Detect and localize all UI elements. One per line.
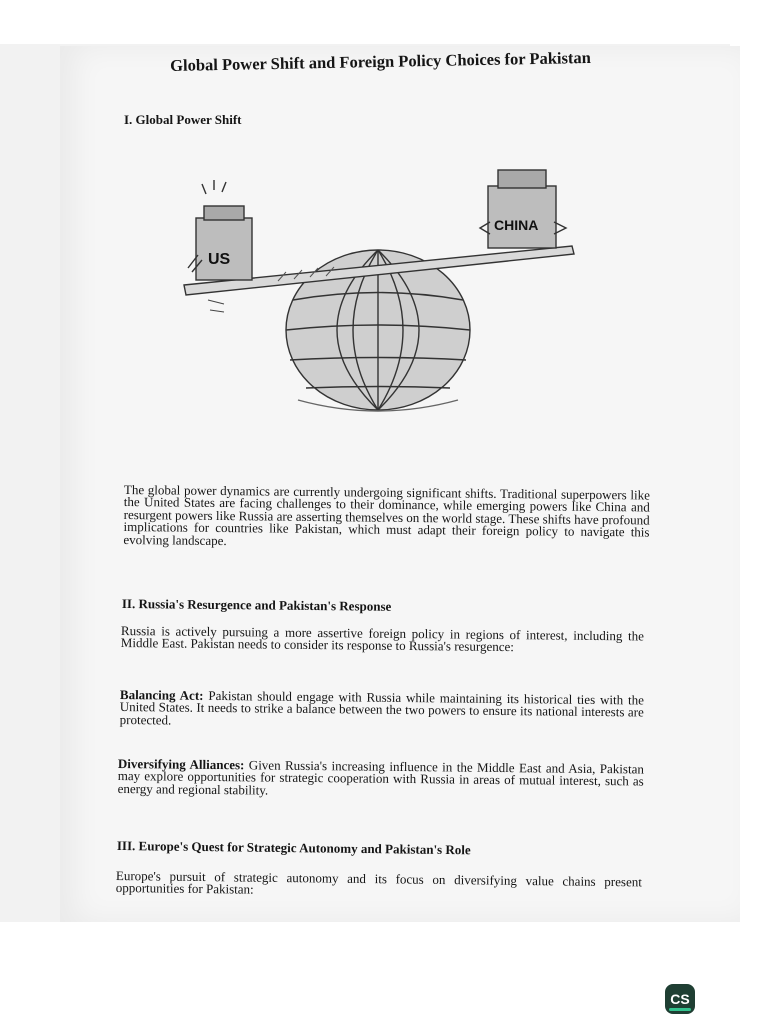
- paragraph-russia-response: Russia is actively pursuing a more assertive foreign policy in regions of interest, including the Middle East. Pakistan needs to consider its response to Russia's resurgence:: [120, 623, 644, 655]
- paragraph-balancing-act: [120, 689, 644, 732]
- label-balancing-act: Balancing Act:: [119, 687, 204, 703]
- paragraph-diversifying-alliances: [118, 758, 644, 801]
- section-heading-russia: II. Russia's Resurgence and Pakistan's Response: [121, 596, 392, 614]
- camscanner-badge-icon: CS: [665, 984, 695, 1014]
- text-diversifying-alliances: Given Russia's increasing influence in the Middle East and Asia, Pakistan may explore opportunities for strategic cooperation with Russia in areas of mutual interest, such as energy and regional stability.: [117, 757, 644, 798]
- label-us: US: [208, 251, 231, 268]
- label-china: CHINA: [494, 217, 539, 233]
- text-balancing-act: Pakistan should engage with Russia while maintaining its historical ties with the United States. It needs to strike a balance between the two powers to ensure its national interests are protected.: [119, 687, 644, 728]
- document-title: Global Power Shift and Foreign Policy Choices for Pakistan: [170, 47, 592, 75]
- paragraph-europe-autonomy: Europe's pursuit of strategic autonomy and its focus on diversifying value chains present opportunities for Pakistan:: [115, 868, 642, 898]
- label-diversifying-alliances: Diversifying Alliances:: [117, 756, 245, 773]
- section-heading-global-power-shift: I. Global Power Shift: [124, 112, 242, 127]
- paragraph-global-dynamics: The global power dynamics are currently undergoing significant shifts. Traditional superpowers like the United States are facing challenges to their dominance, while emerging powers like China and resurgent powers like Russia are asserting themselves on the world stage. These shifts have profound implications for countries like Pakistan, which must adapt their foreign policy to navigate this evolving landscape.: [123, 482, 650, 548]
- seesaw-globe-illustration: [168, 160, 588, 430]
- weight-china: [480, 170, 566, 248]
- section-heading-europe: III. Europe's Quest for Strategic Autonomy and Pakistan's Role: [116, 838, 471, 858]
